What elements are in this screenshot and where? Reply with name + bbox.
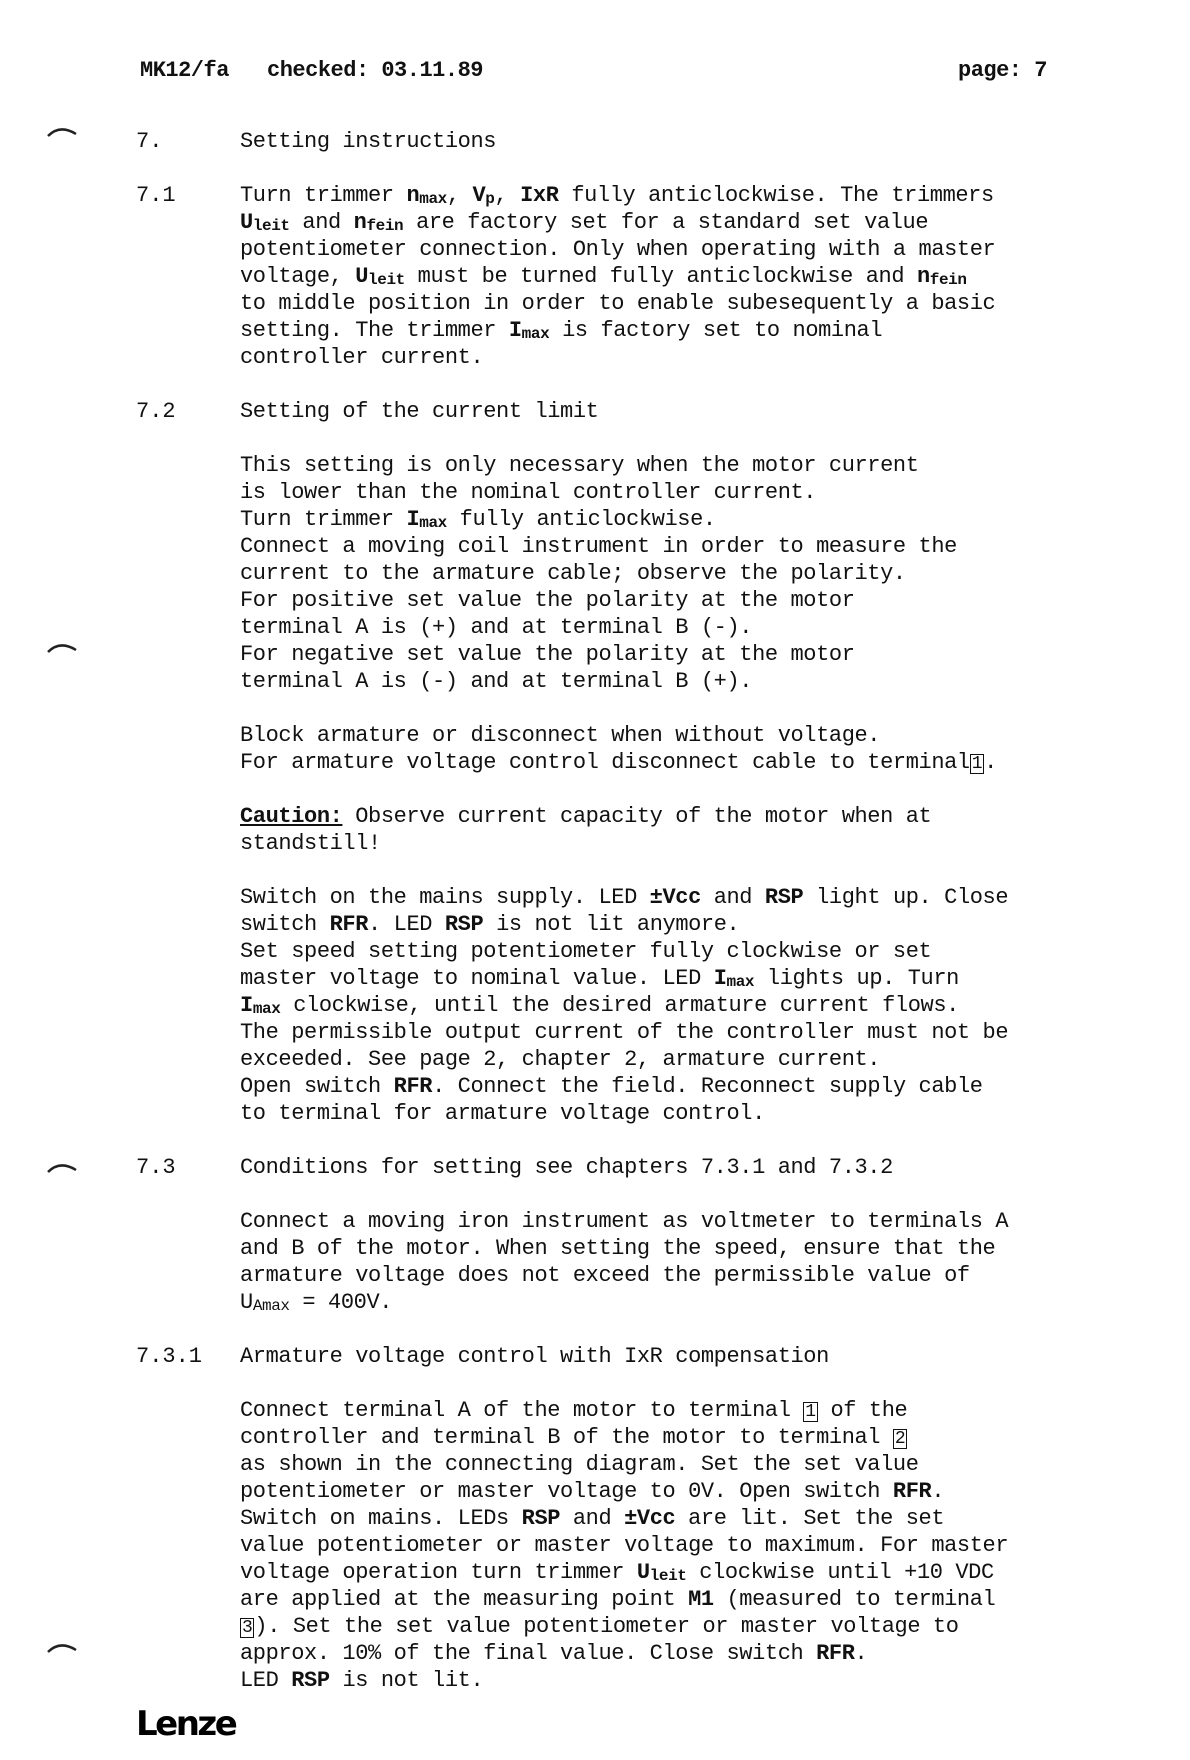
- text-segment: voltage operation turn trimmer: [240, 1560, 637, 1585]
- text-line: [0, 1316, 1190, 1343]
- bold-term: RSP: [764, 885, 804, 910]
- bold-term: I: [508, 318, 522, 343]
- text-segment: For negative set value the polarity at the motor: [240, 642, 855, 667]
- header-left: [140, 58, 483, 84]
- text-line: [0, 830, 1190, 857]
- text-segment: (measured to terminal: [713, 1587, 996, 1612]
- text-line: [0, 938, 1190, 965]
- text-line: [0, 911, 1190, 938]
- text-segment: . LED: [368, 912, 445, 937]
- text-segment: are lit. Set the set: [675, 1506, 945, 1531]
- subscript: fein: [366, 217, 404, 235]
- bold-term: RSP: [291, 1668, 330, 1693]
- text-segment: is factory set to nominal: [549, 318, 883, 343]
- text-segment: are factory set for a standard set value: [403, 210, 929, 235]
- line-text: [240, 938, 931, 965]
- text-segment: Conditions for setting see chapters 7.3.1 and 7.3.2: [240, 1155, 893, 1180]
- text-line: [0, 587, 1190, 614]
- line-text: [240, 263, 967, 290]
- section-number: 7.: [136, 129, 163, 154]
- text-segment: = 400V.: [289, 1290, 393, 1315]
- bold-term: I: [406, 507, 420, 532]
- text-line: [0, 614, 1190, 641]
- text-line: [0, 857, 1190, 884]
- text-line: [0, 803, 1190, 830]
- text-segment: are applied at the measuring point: [240, 1587, 689, 1612]
- line-text: [240, 344, 483, 371]
- line-text: [240, 1235, 995, 1262]
- text-line: [0, 722, 1190, 749]
- subscript: fein: [929, 271, 967, 289]
- text-line: [0, 263, 1190, 290]
- subscript: leit: [368, 271, 405, 289]
- text-segment: is not lit.: [329, 1668, 484, 1693]
- bold-term: n: [916, 264, 930, 289]
- text-line: [0, 668, 1190, 695]
- subscript: leit: [252, 217, 290, 235]
- text-line: [0, 1613, 1190, 1640]
- text-segment: to terminal for armature voltage control.: [240, 1101, 765, 1126]
- line-text: [240, 182, 994, 209]
- text-segment: to middle position in order to enable subesequently a basic: [240, 291, 996, 316]
- text-line: [0, 344, 1190, 371]
- line-text: [240, 560, 906, 587]
- line-text: [240, 128, 496, 155]
- line-text: [240, 1478, 944, 1505]
- terminal-box: 1: [971, 754, 983, 774]
- text-segment: Setting instructions: [240, 129, 497, 154]
- text-segment: This setting is only necessary when the motor current: [240, 453, 919, 478]
- text-segment: armature voltage does not exceed the permissible value of: [240, 1263, 970, 1288]
- text-segment: Connect a moving coil instrument in order to measure the: [240, 534, 957, 559]
- text-segment: terminal A is (-) and at terminal B (+).: [240, 669, 753, 694]
- bold-term: M1: [688, 1587, 714, 1612]
- text-line: [0, 1127, 1190, 1154]
- line-text: [240, 1397, 907, 1424]
- bold-term: U: [636, 1560, 650, 1585]
- text-line: [0, 1046, 1190, 1073]
- text-segment: of the: [817, 1398, 908, 1423]
- text-line: [0, 695, 1190, 722]
- subscript: max: [419, 190, 447, 208]
- line-text: [240, 614, 752, 641]
- bold-term: n: [406, 183, 420, 208]
- text-line: [0, 776, 1190, 803]
- bold-term: I: [713, 966, 727, 991]
- section-number: 7.2: [136, 399, 176, 424]
- bold-term: ±Vcc: [624, 1506, 676, 1531]
- text-segment: LED: [240, 1668, 292, 1693]
- subscript: max: [419, 514, 447, 532]
- text-segment: and: [289, 210, 354, 235]
- text-segment: controller and terminal B of the motor to terminal: [240, 1425, 893, 1450]
- line-text: [240, 830, 381, 857]
- section-number: 7.3: [136, 1155, 176, 1180]
- text-line: [0, 1262, 1190, 1289]
- bold-term: n: [353, 210, 367, 235]
- line-text: [240, 1073, 983, 1100]
- text-line: [0, 1532, 1190, 1559]
- bold-term: RSP: [444, 912, 484, 937]
- line-text: [240, 317, 882, 344]
- text-segment: approx. 10% of the final value. Close switch: [240, 1641, 817, 1666]
- text-segment: .: [931, 1479, 945, 1504]
- bold-term: RFR: [329, 912, 369, 937]
- text-segment: clockwise until +10 VDC: [686, 1560, 994, 1585]
- text-segment: lights up. Turn: [754, 966, 959, 991]
- line-text: [240, 1019, 1008, 1046]
- section-number: 7.3.1: [136, 1344, 203, 1369]
- text-line: [0, 1289, 1190, 1316]
- text-line: [0, 1451, 1190, 1478]
- section-heading-line: [0, 128, 1190, 155]
- line-text: [240, 1289, 392, 1316]
- line-text: [240, 1640, 867, 1667]
- line-text: [240, 209, 928, 236]
- terminal-box: 2: [894, 1429, 906, 1449]
- text-segment: Open switch: [240, 1074, 394, 1099]
- text-line: [0, 452, 1190, 479]
- text-segment: Connect a moving iron instrument as voltmeter to terminals A: [240, 1209, 1009, 1234]
- section-heading-line: [0, 1343, 1190, 1370]
- text-line: [0, 533, 1190, 560]
- text-segment: Set speed setting potentiometer fully clockwise or set: [240, 939, 932, 964]
- text-line: [0, 1640, 1190, 1667]
- text-segment: voltage,: [240, 264, 356, 289]
- text-line: [0, 965, 1190, 992]
- caution-label: Caution:: [240, 804, 343, 829]
- line-text: [240, 641, 855, 668]
- text-segment: light up. Close: [803, 885, 1009, 910]
- text-line: [0, 1370, 1190, 1397]
- text-segment: Connect terminal A of the motor to terminal: [240, 1398, 804, 1423]
- text-segment: U: [240, 1290, 253, 1315]
- text-line: [0, 1559, 1190, 1586]
- line-text: [240, 1532, 1008, 1559]
- bold-term: V: [472, 183, 486, 208]
- text-line: [0, 1100, 1190, 1127]
- text-segment: switch: [240, 912, 330, 937]
- text-line: [0, 884, 1190, 911]
- bold-term: IxR: [520, 183, 559, 208]
- subscript: max: [726, 973, 755, 991]
- text-segment: controller current.: [240, 345, 484, 370]
- line-text: [240, 587, 855, 614]
- doc-reference: MK12/fa: [140, 58, 229, 83]
- line-text: [240, 1451, 919, 1478]
- text-segment: setting. The trimmer: [240, 318, 509, 343]
- text-segment: Armature voltage control with IxR compensation: [240, 1344, 829, 1369]
- text-line: [0, 1073, 1190, 1100]
- text-line: [0, 641, 1190, 668]
- text-line: [0, 425, 1190, 452]
- text-segment: Switch on the mains supply. LED: [240, 885, 650, 910]
- text-line: [0, 1208, 1190, 1235]
- line-text: [240, 722, 880, 749]
- bold-term: RSP: [521, 1506, 561, 1531]
- line-text: [240, 1613, 959, 1640]
- section-number: 7.1: [136, 183, 176, 208]
- line-text: [240, 1586, 995, 1613]
- text-line: [0, 1019, 1190, 1046]
- bold-term: RFR: [816, 1641, 855, 1666]
- text-segment: standstill!: [240, 831, 381, 856]
- line-text: [240, 479, 816, 506]
- line-text: [240, 1154, 893, 1181]
- text-line: [0, 155, 1190, 182]
- subscript: max: [252, 1000, 281, 1018]
- text-line: [0, 317, 1190, 344]
- bold-term: ±Vcc: [649, 885, 701, 910]
- text-segment: clockwise, until the desired armature current flows.: [280, 993, 959, 1018]
- line-text: [240, 668, 752, 695]
- line-text: [240, 398, 598, 425]
- line-text: [240, 884, 1008, 911]
- text-segment: and: [560, 1506, 625, 1531]
- line-text: [240, 1667, 483, 1694]
- text-segment: .: [984, 750, 997, 775]
- text-segment: and: [700, 885, 765, 910]
- subscript: leit: [649, 1567, 687, 1585]
- line-text: [240, 1046, 880, 1073]
- document-body: [0, 128, 1190, 1694]
- line-text: [240, 1262, 970, 1289]
- page-number: page: 7: [958, 58, 1047, 83]
- text-segment: potentiometer or master voltage to 0V. Open switch: [240, 1479, 893, 1504]
- text-segment: Turn trimmer: [240, 507, 407, 532]
- text-segment: For armature voltage control disconnect cable to terminal: [240, 750, 970, 775]
- terminal-box: 1: [805, 1402, 816, 1422]
- text-segment: . Connect the field. Reconnect supply cable: [432, 1074, 983, 1099]
- line-text: [240, 1208, 1008, 1235]
- line-text: [240, 506, 716, 533]
- text-segment: and B of the motor. When setting the speed, ensure that the: [240, 1236, 996, 1261]
- text-line: [0, 1424, 1190, 1451]
- text-line: [0, 1505, 1190, 1532]
- text-line: [0, 1181, 1190, 1208]
- section-heading-line: [0, 398, 1190, 425]
- text-line: [0, 236, 1190, 263]
- line-text: [240, 533, 957, 560]
- text-segment: ,: [446, 183, 473, 208]
- line-text: [240, 1100, 765, 1127]
- line-text: [240, 1424, 907, 1451]
- text-line: [0, 479, 1190, 506]
- text-line: [0, 209, 1190, 236]
- text-segment: current to the armature cable; observe the polarity.: [240, 561, 906, 586]
- checked-date: checked: 03.11.89: [267, 58, 483, 83]
- section-heading-line: [0, 182, 1190, 209]
- line-text: [240, 236, 995, 263]
- text-line: [0, 560, 1190, 587]
- text-segment: fully anticlockwise. The trimmers: [558, 183, 994, 208]
- lenze-logo: Lenze: [136, 1704, 236, 1744]
- text-segment: is not lit anymore.: [483, 912, 740, 937]
- line-text: [240, 992, 959, 1019]
- text-segment: The permissible output current of the controller must not be: [240, 1020, 1009, 1045]
- text-segment: master voltage to nominal value. LED: [240, 966, 714, 991]
- bold-term: I: [240, 993, 253, 1018]
- text-line: [0, 1667, 1190, 1694]
- text-segment: .: [854, 1641, 868, 1666]
- text-segment: must be turned fully anticlockwise and: [404, 264, 917, 289]
- text-segment: Turn trimmer: [240, 183, 407, 208]
- text-line: [0, 371, 1190, 398]
- text-segment: is lower than the nominal controller current.: [240, 480, 817, 505]
- section-heading-line: [0, 1154, 1190, 1181]
- text-segment: Block armature or disconnect when without voltage.: [240, 723, 881, 748]
- text-line: [0, 1586, 1190, 1613]
- text-segment: For positive set value the polarity at the motor: [240, 588, 855, 613]
- text-segment: fully anticlockwise.: [446, 507, 716, 532]
- text-line: [0, 1397, 1190, 1424]
- line-text: [240, 965, 959, 992]
- text-segment: potentiometer connection. Only when operating with a master: [240, 237, 996, 262]
- text-line: [0, 749, 1190, 776]
- text-segment: Switch on mains. LEDs: [240, 1506, 522, 1531]
- line-text: [240, 452, 919, 479]
- line-text: [240, 1343, 829, 1370]
- text-segment: ). Set the set value potentiometer or master voltage to: [254, 1614, 959, 1639]
- text-line: [0, 992, 1190, 1019]
- line-text: [240, 1559, 994, 1586]
- text-segment: terminal A is (+) and at terminal B (-).: [240, 615, 753, 640]
- subscript: max: [521, 325, 550, 343]
- line-text: [240, 911, 739, 938]
- subscript: p: [485, 190, 495, 208]
- text-line: [0, 290, 1190, 317]
- text-line: [0, 1478, 1190, 1505]
- bold-term: RFR: [393, 1074, 433, 1099]
- line-text: [240, 803, 931, 830]
- bold-term: U: [355, 264, 369, 289]
- text-segment: ,: [494, 183, 521, 208]
- text-segment: exceeded. See page 2, chapter 2, armature current.: [240, 1047, 881, 1072]
- line-text: [240, 749, 997, 776]
- text-segment: Observe current capacity of the motor when at: [342, 804, 932, 829]
- text-segment: value potentiometer or master voltage to maximum. For master: [240, 1533, 1009, 1558]
- bold-term: RFR: [892, 1479, 932, 1504]
- terminal-box: 3: [242, 1618, 253, 1638]
- line-text: [240, 290, 995, 317]
- text-line: [0, 506, 1190, 533]
- line-text: [240, 1505, 944, 1532]
- text-line: [0, 1235, 1190, 1262]
- subscript: Amax: [252, 1297, 290, 1315]
- text-segment: Setting of the current limit: [240, 399, 599, 424]
- text-segment: as shown in the connecting diagram. Set the set value: [240, 1452, 919, 1477]
- bold-term: U: [240, 210, 253, 235]
